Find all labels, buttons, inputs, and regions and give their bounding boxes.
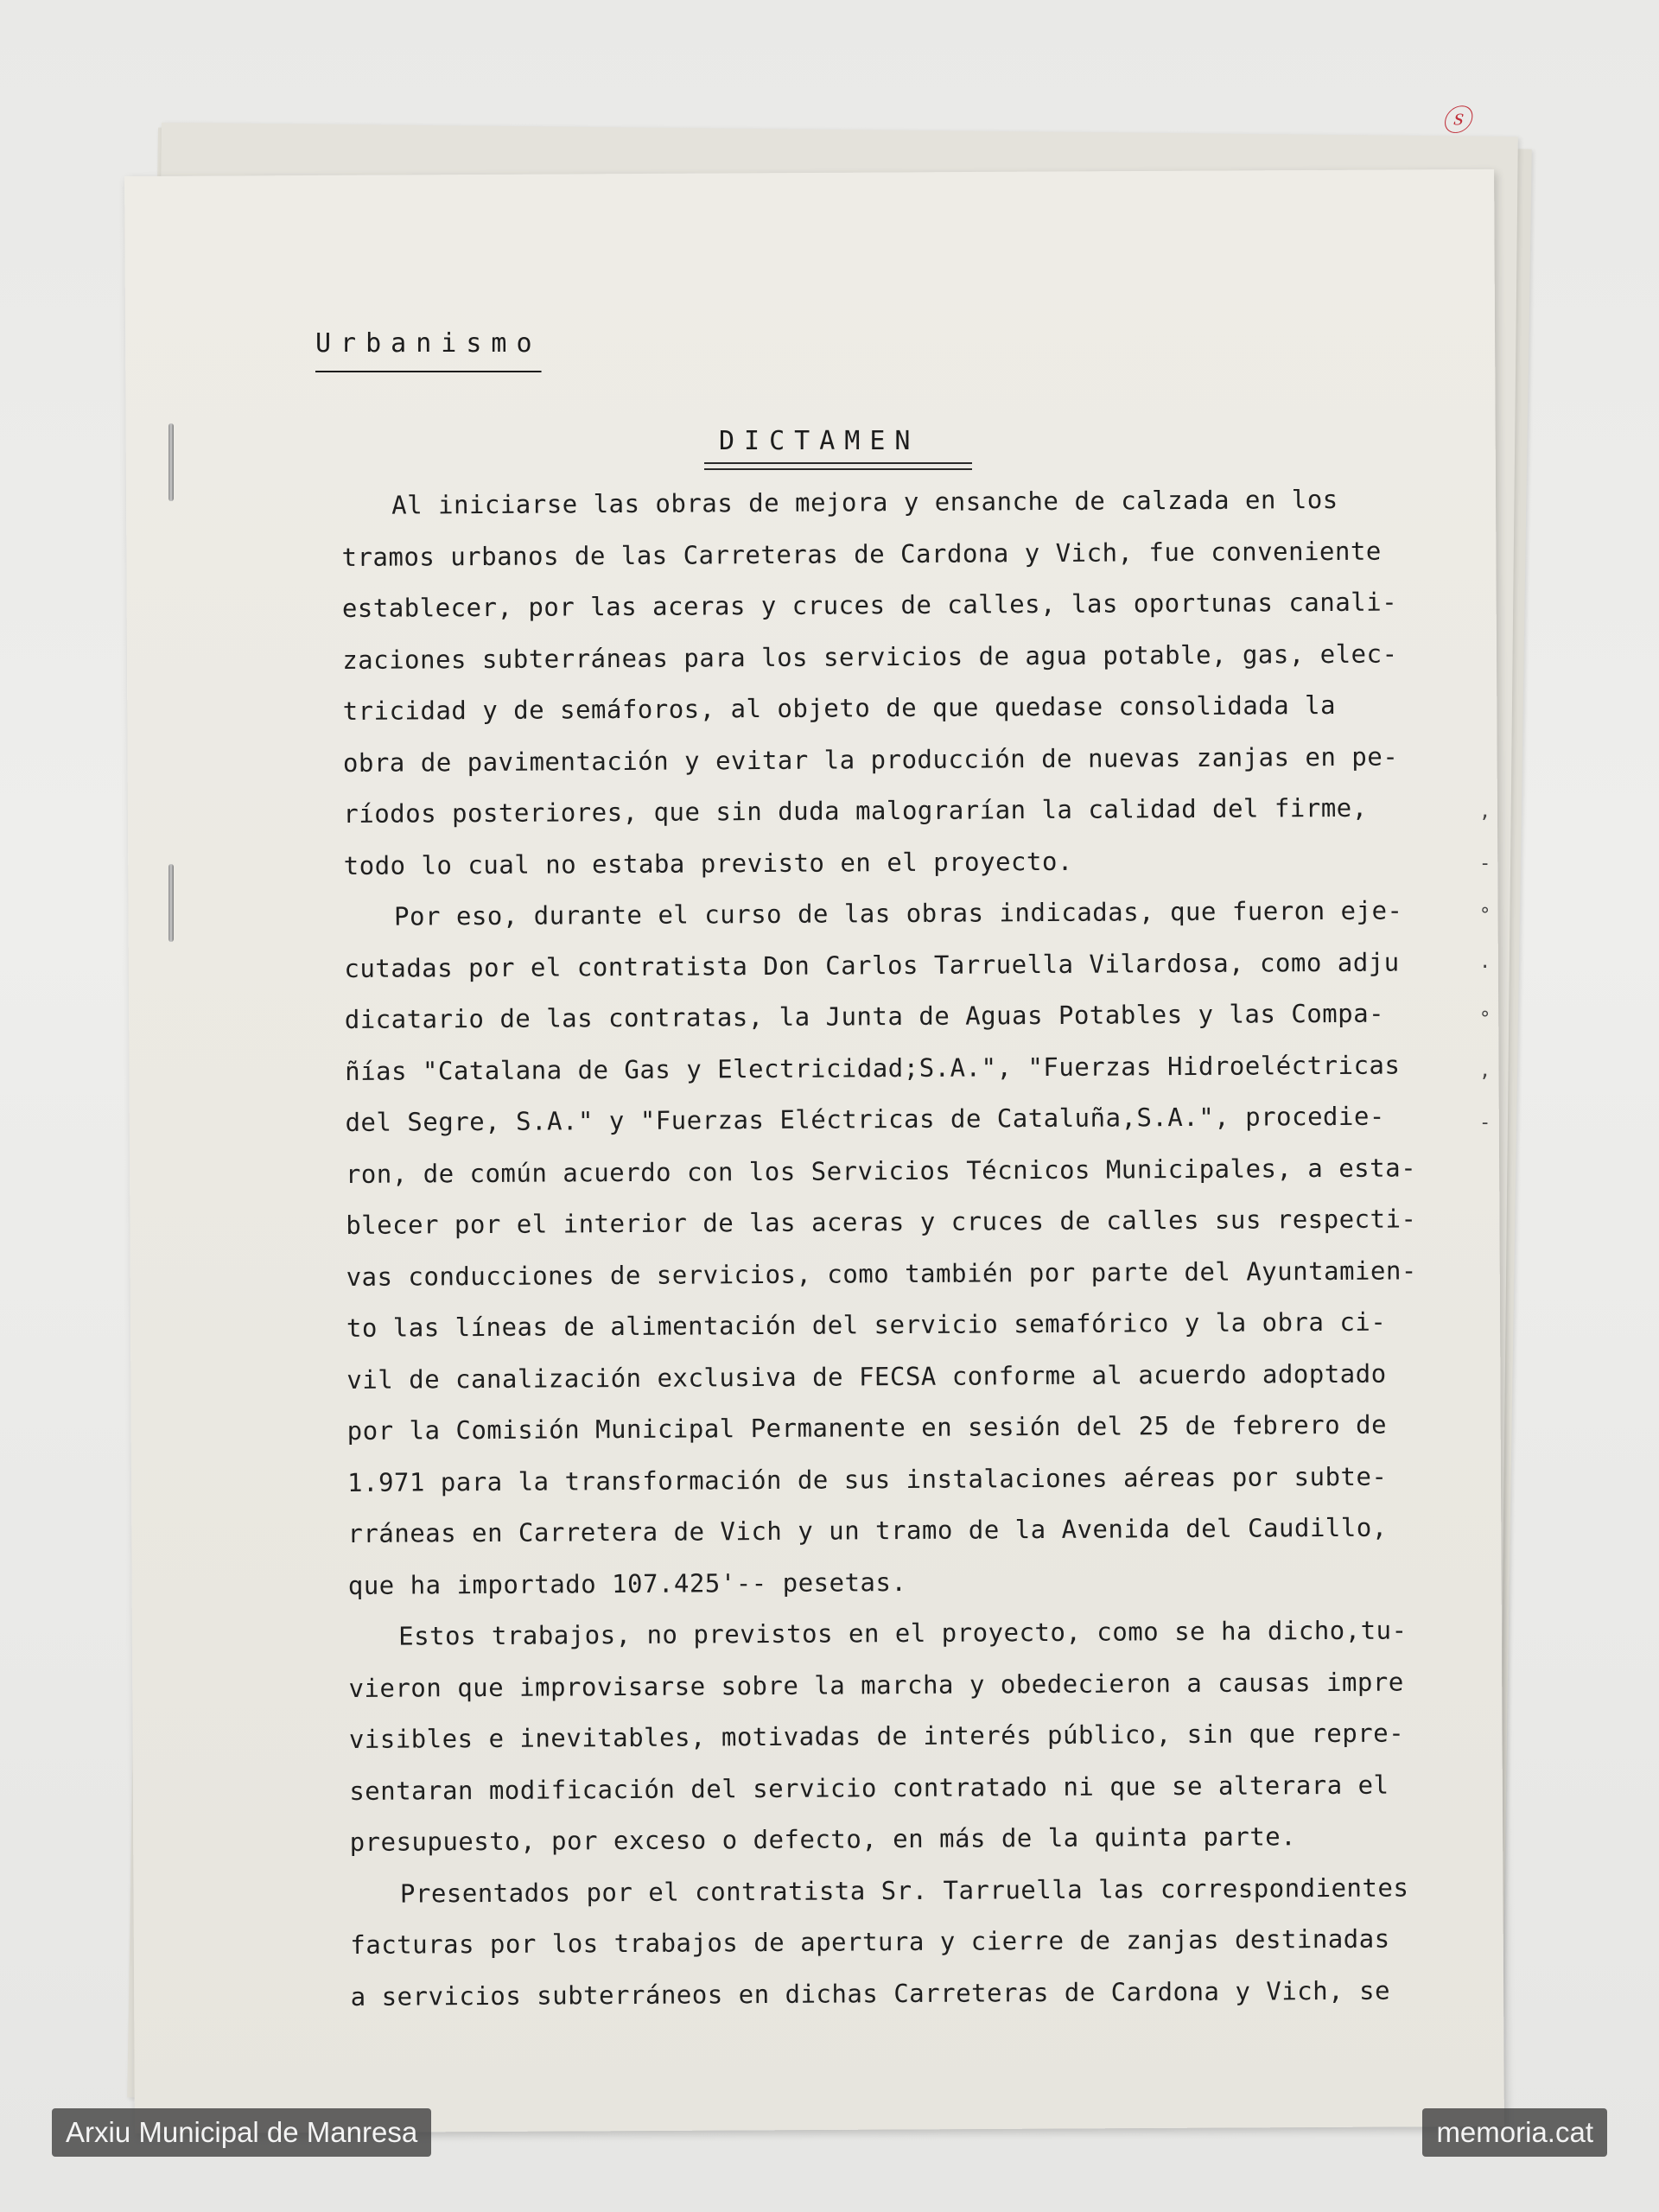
body-line: dicatario de las contratas, la Junta de Aguas Potables y las Compa- — [344, 998, 1385, 1034]
body-line: vil de canalización exclusiva de FECSA conforme al acuerdo adoptado — [346, 1358, 1387, 1395]
body-line: tricidad y de semáforos, al objeto de que quedase consolidada la — [342, 690, 1337, 726]
body-line: 1.971 para la transformación de sus instalaciones aéreas por subte- — [346, 1461, 1388, 1497]
body-line: ríodos posteriores, que sin duda malograrían la calidad del firme, — [343, 792, 1368, 829]
margin-marks: , - ° · ° , - — [1479, 801, 1491, 1134]
body-line: ron, de común acuerdo con los Servicios Técnicos Municipales, a esta- — [345, 1152, 1417, 1189]
body-line: zaciones subterráneas para los servicios de agua potable, gas, elec- — [342, 639, 1398, 675]
body-line: establecer, por las aceras y cruces de calles, las oportunas canali- — [341, 587, 1398, 623]
title-double-underline — [704, 462, 972, 470]
archive-stamp-mark: ⓢ — [1441, 104, 1471, 138]
body-line: Estos trabajos, no previstos en el proyecto, como se ha dicho,tu- — [398, 1615, 1408, 1651]
body-line: Por eso, durante el curso de las obras indicadas, que fueron eje- — [393, 895, 1403, 931]
body-line: cutadas por el contratista Don Carlos Tarruella Vilardosa, como adju — [344, 947, 1400, 983]
body-line: ñías "Catalana de Gas y Electricidad;S.A.", "Fuerzas Hidroeléctricas — [345, 1050, 1401, 1086]
body-line: sentaran modificación del servicio contratado ni que se alterara el — [349, 1770, 1389, 1806]
body-line: to las líneas de alimentación del servicio semafórico y la obra ci- — [346, 1306, 1387, 1343]
document-body — [341, 474, 1465, 2023]
section-heading: Urbanismo — [315, 328, 542, 359]
body-line: por la Comisión Municipal Permanente en sesión del 25 de febrero de — [346, 1409, 1388, 1446]
body-line: facturas por los trabajos de apertura y cierre de zanjas destinadas — [350, 1923, 1390, 1960]
body-line: obra de pavimentación y evitar la producción de nuevas zanjas en pe- — [342, 741, 1399, 778]
body-line: visibles e inevitables, motivadas de interés público, sin que repre- — [348, 1718, 1405, 1754]
body-line: tramos urbanos de las Carreteras de Cardona y Vich, fue conveniente — [341, 536, 1382, 572]
document-title: DICTAMEN — [719, 426, 920, 456]
body-line: todo lo cual no estaba previsto en el proyecto. — [343, 846, 1073, 880]
body-line: presupuesto, por exceso o defecto, en más de la quinta parte. — [349, 1821, 1297, 1857]
site-credit-label: memoria.cat — [1422, 2108, 1607, 2157]
body-line: que ha importado 107.425'-- pesetas. — [347, 1567, 907, 1600]
body-line: Presentados por el contratista Sr. Tarruella las correspondientes — [399, 1872, 1409, 1909]
body-line: rráneas en Carretera de Vich y un tramo de la Avenida del Caudillo, — [347, 1512, 1388, 1548]
body-line: Al iniciarse las obras de mejora y ensanche de calzada en los — [391, 484, 1338, 520]
staple — [168, 423, 174, 501]
body-line: blecer por el interior de las aceras y cruces de calles sus respecti- — [346, 1204, 1417, 1240]
staple — [168, 864, 174, 942]
archive-credit-label: Arxiu Municipal de Manresa — [52, 2108, 431, 2157]
body-line: vieron que improvisarse sobre la marcha y obedecieron a causas impre — [348, 1667, 1404, 1703]
body-line: a servicios subterráneos en dichas Carreteras de Cardona y Vich, se — [350, 1975, 1391, 2012]
body-line: vas conducciones de servicios, como también por parte del Ayuntamien- — [346, 1255, 1417, 1292]
body-line: del Segre, S.A." y "Fuerzas Eléctricas de Cataluña,S.A.", procedie- — [345, 1101, 1385, 1137]
